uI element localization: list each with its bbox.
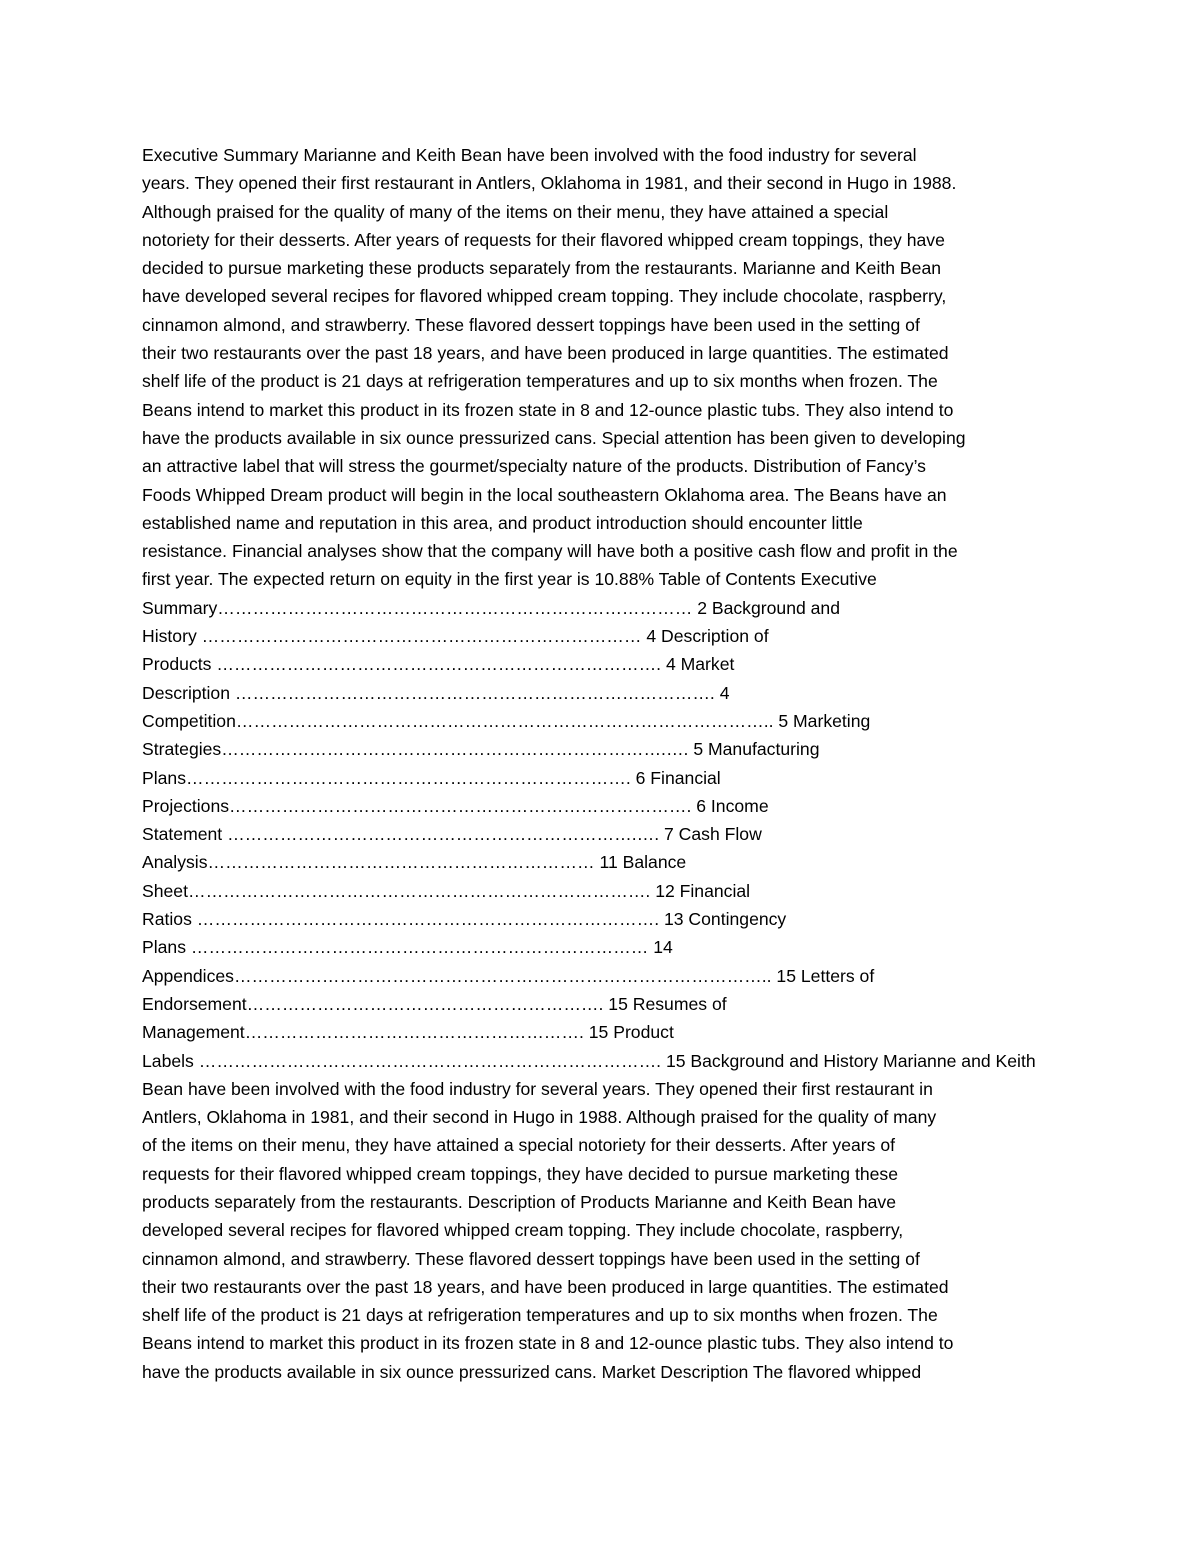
text-line: developed several recipes for flavored whipped cream topping. They include chocolate, raspberry, <box>142 1220 904 1241</box>
text-line: Summary……………………………………………………………………… 2 Background and <box>142 597 841 618</box>
text-line: decided to pursue marketing these products separately from the restaurants. Marianne and Keith Bean <box>142 258 942 279</box>
text-line: cinnamon almond, and strawberry. These flavored dessert toppings have been used in the setting of <box>142 314 920 335</box>
text-line: shelf life of the product is 21 days at refrigeration temperatures and up to six months when frozen. The <box>142 371 938 392</box>
text-line: Competition……………………………………………………………………………….. 5 Marketing <box>142 710 871 731</box>
text-line: their two restaurants over the past 18 years, and have been produced in large quantities. The estimated <box>142 343 949 364</box>
text-line: Beans intend to market this product in its frozen state in 8 and 12-ounce plastic tubs. They also intend to <box>142 399 954 420</box>
text-line: Projections……………………………………………………………………. 6 Income <box>142 795 769 816</box>
text-line: shelf life of the product is 21 days at refrigeration temperatures and up to six months when frozen. The <box>142 1305 938 1326</box>
text-line: Beans intend to market this product in its frozen state in 8 and 12-ounce plastic tubs. They also intend to <box>142 1333 954 1354</box>
text-line: years. They opened their first restaurant in Antlers, Oklahoma in 1981, and their second in Hugo in 1988. <box>142 173 957 194</box>
document-body-text <box>142 141 1072 1386</box>
text-line: requests for their flavored whipped cream toppings, they have decided to pursue marketing these <box>142 1163 898 1184</box>
text-line: resistance. Financial analyses show that the company will have both a positive cash flow and profit in the <box>142 541 958 562</box>
text-line: notoriety for their desserts. After years of requests for their flavored whipped cream toppings, they have <box>142 229 945 250</box>
text-line: Strategies………………………………………………………………….…. 5 Manufacturing <box>142 739 820 760</box>
text-line: established name and reputation in this area, and product introduction should encounter little <box>142 512 863 533</box>
text-line: Antlers, Oklahoma in 1981, and their second in Hugo in 1988. Although praised for the quality of many <box>142 1107 937 1128</box>
text-line: Products …………………………………………………………………. 4 Market <box>142 654 735 675</box>
text-line: Plans …………………………………………………………………… 14 <box>142 937 673 958</box>
text-line: of the items on their menu, they have attained a special notoriety for their desserts. After years of <box>142 1135 896 1156</box>
text-line: have developed several recipes for flavored whipped cream topping. They include chocolate, raspberry, <box>142 286 947 307</box>
text-line: Ratios ……………………………………………………………………. 13 Contingency <box>142 909 787 930</box>
text-line: have the products available in six ounce pressurized cans. Special attention has been given to developing <box>142 427 966 448</box>
text-line: Analysis………………………………………………………… 11 Balance <box>142 852 687 873</box>
text-line: History ………………………………………………………………… 4 Description of <box>142 626 769 647</box>
text-line: Management…………………………………………………. 15 Product <box>142 1022 674 1043</box>
text-line: Statement …………………………………………………………….…. 7 Cash Flow <box>142 824 762 845</box>
text-line: Labels ……………………………………………………………………. 15 Background and History Marianne and Keith <box>142 1050 1036 1071</box>
text-line: Sheet……………………………………………………………………. 12 Financial <box>142 880 751 901</box>
text-line: products separately from the restaurants. Description of Products Marianne and Keith Bean have <box>142 1191 897 1212</box>
text-line: Bean have been involved with the food industry for several years. They opened their first restaurant in <box>142 1078 933 1099</box>
text-line: Appendices……………………………………………………………………………….. 15 Letters of <box>142 965 875 986</box>
text-line: Foods Whipped Dream product will begin in the local southeastern Oklahoma area. The Beans have an <box>142 484 947 505</box>
text-line: have the products available in six ounce pressurized cans. Market Description The flavored whipped <box>142 1361 922 1382</box>
text-line: Endorsement……………………………………………………. 15 Resumes of <box>142 993 727 1014</box>
text-line: an attractive label that will stress the gourmet/specialty nature of the products. Distribution of Fancy’s <box>142 456 926 477</box>
text-line: Plans…………………………………………………………………. 6 Financial <box>142 767 721 788</box>
text-line: first year. The expected return on equity in the first year is 10.88% Table of Contents Executive <box>142 569 877 590</box>
text-line: Description ………………………………………………………………………. 4 <box>142 682 730 703</box>
text-line: Although praised for the quality of many of the items on their menu, they have attained a special <box>142 201 889 222</box>
text-line: their two restaurants over the past 18 years, and have been produced in large quantities. The estimated <box>142 1276 949 1297</box>
text-line: cinnamon almond, and strawberry. These flavored dessert toppings have been used in the setting of <box>142 1248 920 1269</box>
text-line: Executive Summary Marianne and Keith Bean have been involved with the food industry for several <box>142 145 917 165</box>
